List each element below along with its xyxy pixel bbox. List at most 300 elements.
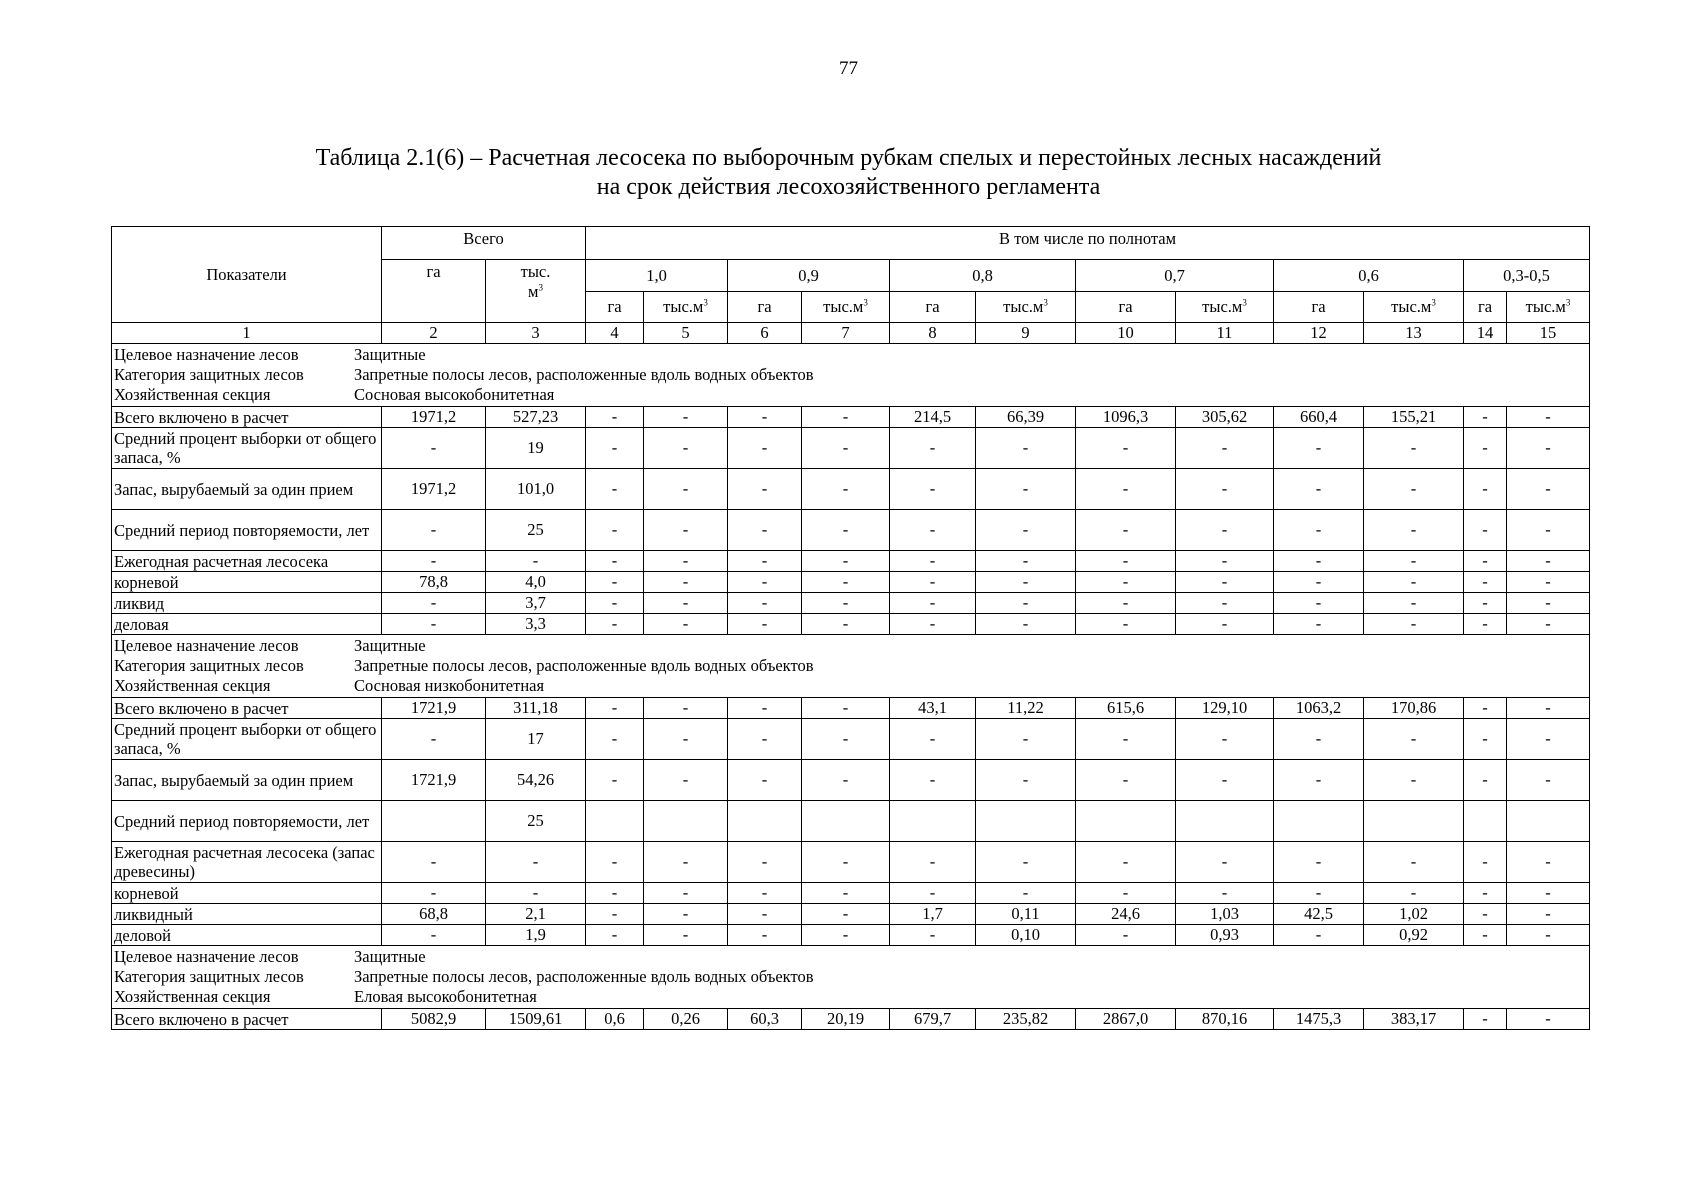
- table-cell: -: [1274, 428, 1364, 469]
- table-cell: -: [644, 510, 728, 551]
- table-cell: -: [586, 407, 644, 428]
- row-label: ликвид: [112, 593, 382, 614]
- section-info-label: Целевое назначение лесов: [114, 636, 299, 655]
- header-by-density: В том числе по полнотам: [586, 227, 1590, 260]
- table-cell: -: [382, 510, 486, 551]
- table-cell: -: [1464, 760, 1507, 801]
- section-info-line: [114, 345, 1587, 365]
- table-cell: 305,62: [1176, 407, 1274, 428]
- table-cell: -: [1364, 719, 1464, 760]
- section-info-line: [114, 987, 1587, 1007]
- table-cell: -: [486, 551, 586, 572]
- table-cell: -: [1176, 593, 1274, 614]
- table-cell: -: [586, 510, 644, 551]
- table-cell: -: [1274, 572, 1364, 593]
- table-cell: -: [976, 719, 1076, 760]
- table-cell: -: [1176, 719, 1274, 760]
- table-cell: -: [1176, 510, 1274, 551]
- column-number: 1: [112, 323, 382, 344]
- table-row: [112, 925, 1590, 946]
- table-row: [112, 698, 1590, 719]
- table-cell: -: [586, 428, 644, 469]
- table-cell: -: [644, 572, 728, 593]
- table-cell: 68,8: [382, 904, 486, 925]
- table-cell: -: [1274, 551, 1364, 572]
- table-cell: -: [1274, 469, 1364, 510]
- table-cell: 235,82: [976, 1009, 1076, 1030]
- table-cell: -: [1076, 760, 1176, 801]
- table-cell: -: [890, 551, 976, 572]
- table-cell: -: [1274, 614, 1364, 635]
- table-title: [0, 144, 1697, 202]
- section-info-line: [114, 636, 1587, 656]
- table-cell: [1364, 801, 1464, 842]
- table-cell: -: [1364, 428, 1464, 469]
- header-unit-volume: [1364, 292, 1464, 323]
- header-unit-cube: 3: [703, 297, 708, 308]
- row-label: Средний период повторяемости, лет: [112, 510, 382, 551]
- table-cell: -: [890, 925, 976, 946]
- table-cell: 679,7: [890, 1009, 976, 1030]
- table-cell: -: [486, 883, 586, 904]
- table-cell: -: [802, 842, 890, 883]
- table-cell: -: [1507, 593, 1590, 614]
- table-cell: -: [728, 593, 802, 614]
- row-label: Всего включено в расчет: [112, 407, 382, 428]
- table-cell: 1509,61: [486, 1009, 586, 1030]
- column-number: 3: [486, 323, 586, 344]
- table-cell: -: [1364, 760, 1464, 801]
- row-label: деловая: [112, 614, 382, 635]
- table-cell: -: [802, 510, 890, 551]
- table-cell: -: [1364, 510, 1464, 551]
- table-cell: 2867,0: [1076, 1009, 1176, 1030]
- column-number: 8: [890, 323, 976, 344]
- table-cell: -: [1176, 760, 1274, 801]
- header-density-2: 0,9: [728, 260, 890, 292]
- table-cell: -: [644, 593, 728, 614]
- table-cell: -: [586, 551, 644, 572]
- header-density-6: 0,3-0,5: [1464, 260, 1590, 292]
- row-label: Ежегодная расчетная лесосека: [112, 551, 382, 572]
- table-cell: -: [586, 904, 644, 925]
- table-cell: -: [586, 883, 644, 904]
- table-cell: -: [890, 469, 976, 510]
- table-cell: 1063,2: [1274, 698, 1364, 719]
- table-cell: -: [976, 842, 1076, 883]
- table-cell: 1971,2: [382, 469, 486, 510]
- table-cell: -: [1176, 551, 1274, 572]
- header-unit-volume-label: тыс.м: [1003, 297, 1044, 316]
- table-cell: -: [382, 551, 486, 572]
- table-cell: -: [382, 428, 486, 469]
- table-cell: -: [644, 698, 728, 719]
- row-label: ликвидный: [112, 904, 382, 925]
- section-info-label: Хозяйственная секция: [114, 987, 271, 1006]
- table-cell: -: [1464, 428, 1507, 469]
- column-number: 10: [1076, 323, 1176, 344]
- header-total: Всего: [382, 227, 586, 260]
- table-cell: -: [1464, 904, 1507, 925]
- column-number: 13: [1364, 323, 1464, 344]
- table-cell: -: [802, 883, 890, 904]
- table-cell: -: [1076, 572, 1176, 593]
- table-cell: 660,4: [1274, 407, 1364, 428]
- table-cell: -: [382, 593, 486, 614]
- table-cell: -: [1176, 572, 1274, 593]
- header-unit-volume-label: тыс.м: [1391, 297, 1432, 316]
- table-cell: 20,19: [802, 1009, 890, 1030]
- table-cell: 1,9: [486, 925, 586, 946]
- table-cell: -: [1274, 842, 1364, 883]
- table-cell: -: [976, 510, 1076, 551]
- table-cell: -: [644, 719, 728, 760]
- table-cell: -: [1176, 883, 1274, 904]
- section-info-line: [114, 656, 1587, 676]
- table-cell: -: [1507, 698, 1590, 719]
- table-cell: [1176, 801, 1274, 842]
- table-row: [112, 1009, 1590, 1030]
- table-row: [112, 428, 1590, 469]
- table-cell: 311,18: [486, 698, 586, 719]
- table-cell: -: [1076, 614, 1176, 635]
- header-unit-volume-label: тыс.м: [1525, 297, 1566, 316]
- table-cell: -: [728, 510, 802, 551]
- section-info-value: Защитные: [354, 947, 426, 966]
- table-cell: -: [1364, 883, 1464, 904]
- table-cell: -: [976, 428, 1076, 469]
- table-cell: 1475,3: [1274, 1009, 1364, 1030]
- table-cell: -: [1464, 698, 1507, 719]
- table-row: [112, 719, 1590, 760]
- column-number: 6: [728, 323, 802, 344]
- table-row: [112, 883, 1590, 904]
- table-cell: -: [382, 614, 486, 635]
- header-density-4: 0,7: [1076, 260, 1274, 292]
- table-cell: [802, 801, 890, 842]
- table-cell: -: [802, 698, 890, 719]
- header-unit-ha: га: [1274, 292, 1364, 323]
- table-row: [112, 904, 1590, 925]
- table-cell: -: [644, 428, 728, 469]
- section-info-row: [112, 344, 1590, 407]
- table-row: [112, 572, 1590, 593]
- table-cell: -: [890, 593, 976, 614]
- row-label: Всего включено в расчет: [112, 1009, 382, 1030]
- section-info: [112, 635, 1590, 698]
- table-cell: -: [1364, 572, 1464, 593]
- table-cell: -: [1076, 883, 1176, 904]
- table-cell: [976, 801, 1076, 842]
- table-cell: 4,0: [486, 572, 586, 593]
- table-cell: -: [1176, 469, 1274, 510]
- table-cell: -: [1274, 510, 1364, 551]
- table-cell: 3,3: [486, 614, 586, 635]
- table-cell: -: [728, 469, 802, 510]
- table-cell: -: [1364, 593, 1464, 614]
- table-cell: -: [1076, 510, 1176, 551]
- table-cell: -: [802, 572, 890, 593]
- section-info-value: Сосновая низкобонитетная: [354, 676, 545, 695]
- table-cell: -: [890, 428, 976, 469]
- table-cell: -: [728, 551, 802, 572]
- table-cell: -: [728, 904, 802, 925]
- table-cell: -: [1464, 719, 1507, 760]
- table-cell: -: [1464, 551, 1507, 572]
- table-cell: -: [382, 925, 486, 946]
- table-cell: -: [976, 883, 1076, 904]
- section-info-label: Категория защитных лесов: [114, 967, 304, 986]
- table-cell: -: [644, 842, 728, 883]
- table-cell: -: [976, 760, 1076, 801]
- section-info-value: Защитные: [354, 636, 426, 655]
- table-cell: -: [976, 572, 1076, 593]
- table-cell: -: [586, 842, 644, 883]
- table-cell: -: [1507, 1009, 1590, 1030]
- table-cell: -: [1464, 883, 1507, 904]
- header-volume-cube: 3: [538, 282, 543, 293]
- table-cell: 11,22: [976, 698, 1076, 719]
- header-unit-volume: [802, 292, 890, 323]
- section-info-value: Запретные полосы лесов, расположенные вдоль водных объектов: [354, 967, 814, 986]
- table-cell: 0,93: [1176, 925, 1274, 946]
- header-unit-cube: 3: [1043, 297, 1048, 308]
- header-total-volume: [486, 260, 586, 323]
- header-unit-ha: га: [1076, 292, 1176, 323]
- table-cell: -: [1464, 469, 1507, 510]
- table-cell: -: [802, 760, 890, 801]
- table-cell: -: [802, 904, 890, 925]
- table-cell: -: [1507, 551, 1590, 572]
- table-cell: 54,26: [486, 760, 586, 801]
- header-unit-ha: га: [728, 292, 802, 323]
- header-unit-cube: 3: [863, 297, 868, 308]
- column-number: 7: [802, 323, 890, 344]
- table-cell: -: [1464, 572, 1507, 593]
- table-cell: 1721,9: [382, 760, 486, 801]
- table-cell: -: [1464, 842, 1507, 883]
- table-cell: -: [976, 469, 1076, 510]
- table-cell: [382, 801, 486, 842]
- table-cell: -: [1507, 883, 1590, 904]
- row-label: корневой: [112, 572, 382, 593]
- table-row: [112, 407, 1590, 428]
- table-cell: -: [644, 614, 728, 635]
- table-cell: -: [644, 925, 728, 946]
- table-cell: 101,0: [486, 469, 586, 510]
- table-cell: -: [802, 407, 890, 428]
- table-cell: -: [644, 469, 728, 510]
- section-info-value: Сосновая высокобонитетная: [354, 385, 555, 404]
- table-cell: -: [1364, 469, 1464, 510]
- row-label: Запас, вырубаемый за один прием: [112, 469, 382, 510]
- table-cell: -: [382, 883, 486, 904]
- table-cell: 0,26: [644, 1009, 728, 1030]
- table-cell: -: [1507, 842, 1590, 883]
- table-cell: -: [890, 719, 976, 760]
- table-cell: 66,39: [976, 407, 1076, 428]
- header-indicators: Показатели: [112, 227, 382, 323]
- table-cell: 214,5: [890, 407, 976, 428]
- table-cell: [1076, 801, 1176, 842]
- header-unit-volume: [1507, 292, 1590, 323]
- table-cell: -: [1176, 842, 1274, 883]
- table-cell: -: [802, 925, 890, 946]
- table-cell: 527,23: [486, 407, 586, 428]
- table-cell: -: [1176, 428, 1274, 469]
- table-cell: 383,17: [1364, 1009, 1464, 1030]
- table-cell: -: [976, 593, 1076, 614]
- table-cell: -: [1464, 510, 1507, 551]
- section-info-line: [114, 365, 1587, 385]
- header-unit-volume-label: тыс.м: [663, 297, 704, 316]
- table-cell: -: [644, 760, 728, 801]
- table-cell: -: [728, 719, 802, 760]
- table-cell: 60,3: [728, 1009, 802, 1030]
- table-cell: -: [728, 572, 802, 593]
- table-row: [112, 801, 1590, 842]
- table-cell: -: [644, 407, 728, 428]
- table-cell: -: [1364, 614, 1464, 635]
- header-density-3: 0,8: [890, 260, 1076, 292]
- row-label: корневой: [112, 883, 382, 904]
- section-info-row: [112, 635, 1590, 698]
- table-cell: -: [1076, 719, 1176, 760]
- header-volume-thous: тыс.: [520, 262, 551, 281]
- table-title-line-1: Таблица 2.1(6) – Расчетная лесосека по выборочным рубкам спелых и перестойных лесных насаждений: [315, 145, 1382, 171]
- table-row: [112, 593, 1590, 614]
- table-cell: 1,7: [890, 904, 976, 925]
- section-info: [112, 946, 1590, 1009]
- table-cell: 5082,9: [382, 1009, 486, 1030]
- table-cell: -: [802, 428, 890, 469]
- table-cell: -: [728, 842, 802, 883]
- table-cell: 19: [486, 428, 586, 469]
- header-unit-ha: га: [586, 292, 644, 323]
- section-info-value: Защитные: [354, 345, 426, 364]
- table-cell: -: [586, 469, 644, 510]
- table-title-line-2: на срок действия лесохозяйственного регламента: [596, 174, 1101, 200]
- table-cell: -: [1076, 428, 1176, 469]
- table-cell: -: [1274, 883, 1364, 904]
- section-info-value: Запретные полосы лесов, расположенные вдоль водных объектов: [354, 656, 814, 675]
- table-cell: 615,6: [1076, 698, 1176, 719]
- table-row: [112, 842, 1590, 883]
- row-label: деловой: [112, 925, 382, 946]
- table-cell: [644, 801, 728, 842]
- row-label: Средний процент выборки от общего запаса, %: [112, 428, 382, 469]
- table-cell: 24,6: [1076, 904, 1176, 925]
- page-number: 77: [839, 58, 858, 79]
- column-number: 5: [644, 323, 728, 344]
- table-cell: -: [1076, 925, 1176, 946]
- cutting-area-table: [111, 226, 1590, 1030]
- table-cell: [586, 801, 644, 842]
- table-cell: -: [890, 760, 976, 801]
- table-cell: [1464, 801, 1507, 842]
- table-cell: 3,7: [486, 593, 586, 614]
- table-cell: 1,03: [1176, 904, 1274, 925]
- table-cell: -: [728, 407, 802, 428]
- table-cell: -: [1076, 842, 1176, 883]
- table-row: [112, 469, 1590, 510]
- table-cell: -: [890, 614, 976, 635]
- header-unit-volume: [1176, 292, 1274, 323]
- table-cell: 25: [486, 801, 586, 842]
- table-cell: -: [1464, 407, 1507, 428]
- table-cell: -: [1507, 925, 1590, 946]
- table-cell: -: [802, 719, 890, 760]
- table-cell: 1721,9: [382, 698, 486, 719]
- table-cell: -: [586, 572, 644, 593]
- table-cell: 42,5: [1274, 904, 1364, 925]
- table-cell: -: [728, 925, 802, 946]
- table-cell: -: [1076, 469, 1176, 510]
- table-cell: -: [586, 614, 644, 635]
- column-number: 15: [1507, 323, 1590, 344]
- header-unit-cube: 3: [1565, 297, 1571, 308]
- table-cell: -: [1464, 593, 1507, 614]
- table-cell: -: [890, 883, 976, 904]
- table-cell: -: [1507, 510, 1590, 551]
- column-number: 14: [1464, 323, 1507, 344]
- table-cell: -: [1076, 551, 1176, 572]
- table-cell: -: [802, 551, 890, 572]
- header-unit-cube: 3: [1431, 297, 1436, 308]
- row-label: Всего включено в расчет: [112, 698, 382, 719]
- header-density-5: 0,6: [1274, 260, 1464, 292]
- header-density-1: 1,0: [586, 260, 728, 292]
- table-cell: -: [728, 760, 802, 801]
- table-cell: 78,8: [382, 572, 486, 593]
- section-info-label: Категория защитных лесов: [114, 656, 304, 675]
- table-row: [112, 551, 1590, 572]
- table-cell: [728, 801, 802, 842]
- table-cell: 0,92: [1364, 925, 1464, 946]
- table-cell: -: [1507, 407, 1590, 428]
- table-cell: -: [1507, 719, 1590, 760]
- table-cell: -: [728, 883, 802, 904]
- table-cell: -: [1076, 593, 1176, 614]
- table-cell: 2,1: [486, 904, 586, 925]
- table-cell: -: [1464, 925, 1507, 946]
- column-number: 2: [382, 323, 486, 344]
- column-number: 12: [1274, 323, 1364, 344]
- section-info-label: Хозяйственная секция: [114, 676, 271, 695]
- table-cell: -: [586, 760, 644, 801]
- table-cell: -: [1507, 428, 1590, 469]
- table-cell: -: [1274, 925, 1364, 946]
- table-cell: 17: [486, 719, 586, 760]
- table-cell: -: [1507, 469, 1590, 510]
- table-cell: 1096,3: [1076, 407, 1176, 428]
- table-cell: -: [976, 551, 1076, 572]
- table-cell: -: [802, 469, 890, 510]
- row-label: Ежегодная расчетная лесосека (запас древесины): [112, 842, 382, 883]
- table-cell: -: [728, 698, 802, 719]
- table-cell: -: [890, 510, 976, 551]
- section-info: [112, 344, 1590, 407]
- table-cell: 0,10: [976, 925, 1076, 946]
- table-cell: -: [1507, 904, 1590, 925]
- section-info-label: Целевое назначение лесов: [114, 345, 299, 364]
- table-cell: -: [976, 614, 1076, 635]
- table-cell: -: [1364, 842, 1464, 883]
- table-cell: -: [586, 719, 644, 760]
- table-cell: -: [1507, 572, 1590, 593]
- table-cell: -: [586, 925, 644, 946]
- section-info-value: Еловая высокобонитетная: [354, 987, 537, 1006]
